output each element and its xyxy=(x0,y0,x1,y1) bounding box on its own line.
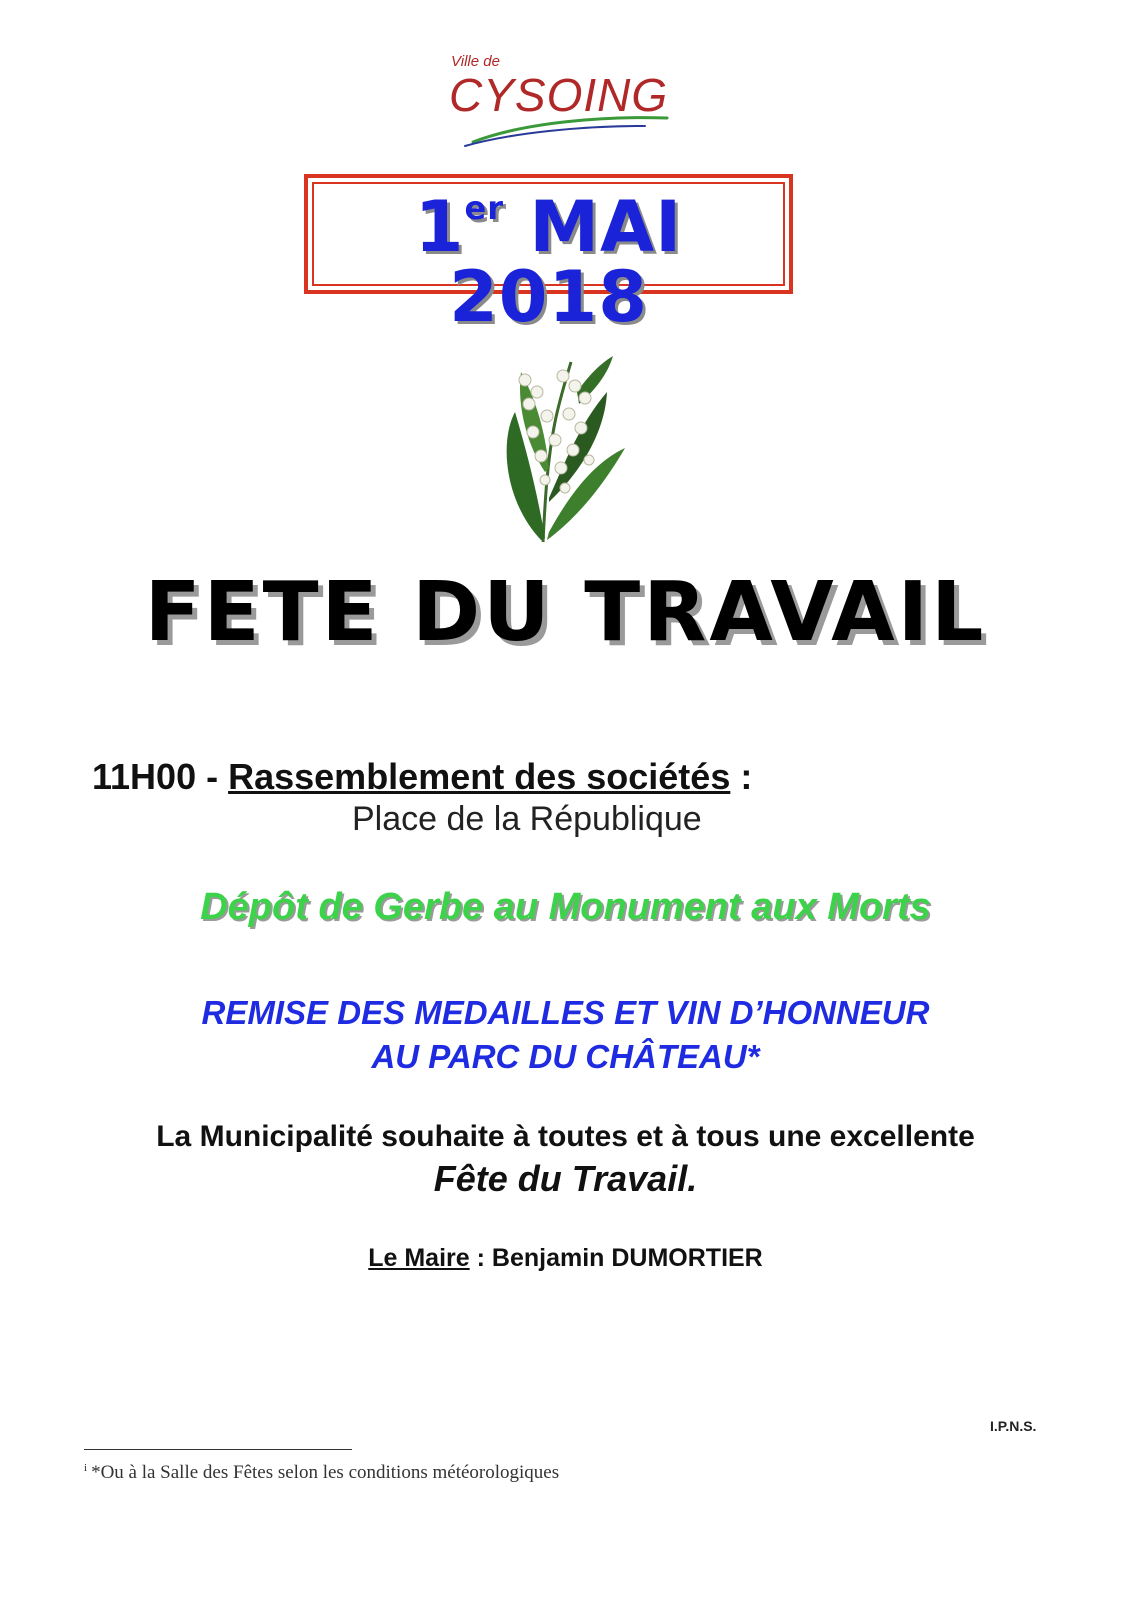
signature-role: Le Maire xyxy=(368,1244,470,1272)
remise-line-1: REMISE DES MEDAILLES ET VIN D’HONNEUR xyxy=(201,994,930,1031)
date-day-suffix: er xyxy=(464,189,504,227)
schedule-time: 11H00 - xyxy=(92,756,229,797)
wish-line-1: La Municipalité souhaite à toutes et à tous une excellente xyxy=(156,1120,975,1153)
logo-prefix: Ville de xyxy=(451,53,500,70)
logo-city-name: CYSOING xyxy=(449,69,669,121)
date-day: 1 xyxy=(414,186,465,268)
ipns-mark: I.P.N.S. xyxy=(990,1418,1037,1434)
wish-line-2: Fête du Travail. xyxy=(433,1158,698,1199)
date-month-year: MAI 2018 xyxy=(449,186,683,338)
city-logo xyxy=(445,50,685,160)
footnote xyxy=(84,1462,559,1484)
remise-line-2: AU PARC DU CHÂTEAU* xyxy=(371,1038,760,1075)
signature xyxy=(0,1244,1131,1273)
date-text xyxy=(308,186,789,338)
signature-name: Benjamin DUMORTIER xyxy=(491,1244,763,1272)
footnote-mark: i xyxy=(84,1462,88,1474)
footnote-text: *Ou à la Salle des Fêtes selon les conditions météorologiques xyxy=(91,1462,560,1483)
schedule-line xyxy=(92,756,752,798)
lily-of-the-valley-icon xyxy=(485,352,635,547)
schedule-event: Rassemblement des sociétés xyxy=(228,756,731,797)
page-title: FETE DU TRAVAIL xyxy=(144,565,987,660)
logo-swoosh-icon xyxy=(455,112,675,152)
signature-separator: : xyxy=(469,1244,492,1272)
date-banner xyxy=(304,174,793,338)
schedule-colon: : xyxy=(730,756,753,797)
depot-text: Dépôt de Gerbe au Monument aux Morts xyxy=(200,886,931,928)
footnote-rule xyxy=(84,1449,352,1450)
schedule-place: Place de la République xyxy=(352,800,702,838)
